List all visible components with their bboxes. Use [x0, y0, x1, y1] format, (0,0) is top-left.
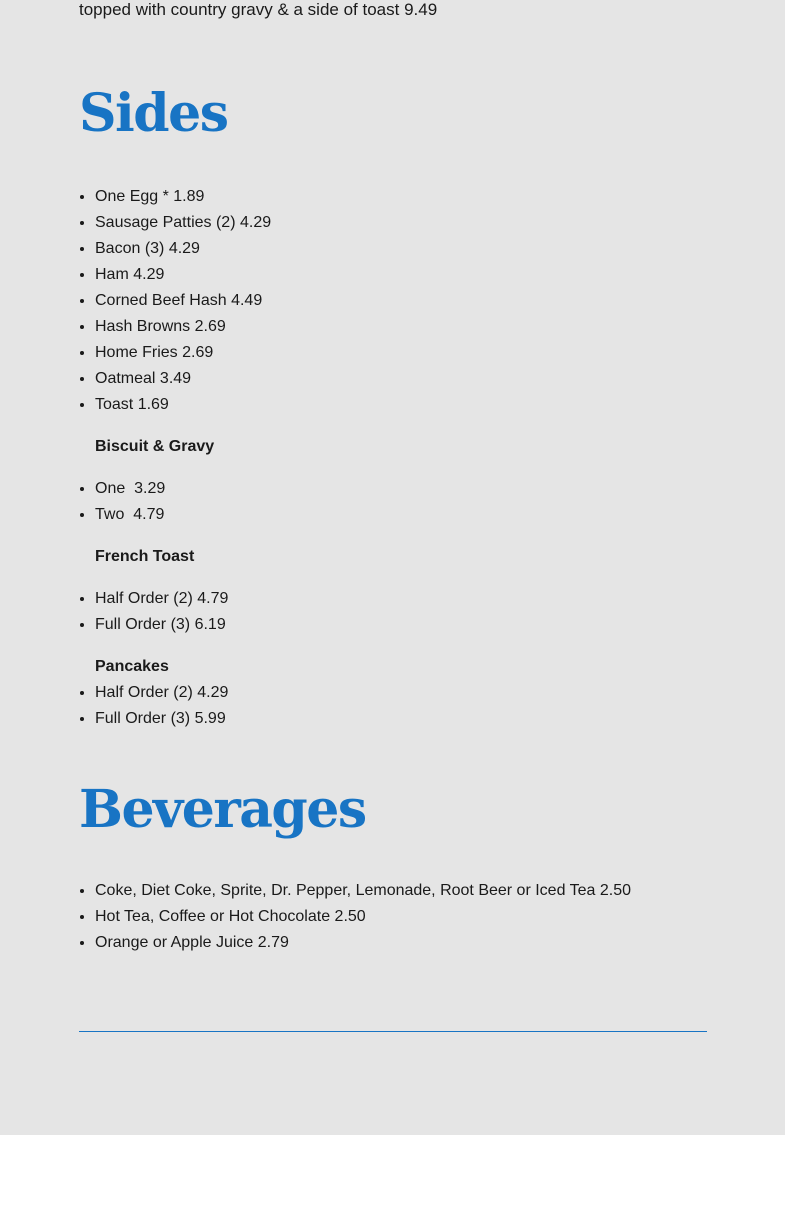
sides-list [79, 184, 271, 418]
list-item: • Full Order (3) 6.19 [95, 612, 228, 638]
sides-heading: Sides [79, 83, 228, 144]
list-item: • Hash Browns 2.69 [95, 314, 271, 340]
list-item: • Half Order (2) 4.79 [95, 586, 228, 612]
list-item: • Bacon (3) 4.29 [95, 236, 271, 262]
list-item: • Toast 1.69 [95, 392, 271, 418]
list-item: • Hot Tea, Coffee or Hot Chocolate 2.50 [95, 904, 631, 930]
pancakes-subheading: Pancakes [95, 658, 169, 675]
french-toast-list [79, 586, 228, 638]
list-item: • Two 4.79 [95, 502, 165, 528]
list-item: • Oatmeal 3.49 [95, 366, 271, 392]
list-item: • Sausage Patties (2) 4.29 [95, 210, 271, 236]
section-divider [79, 1031, 707, 1032]
list-item: • Half Order (2) 4.29 [95, 680, 228, 706]
list-item: • One 3.29 [95, 476, 165, 502]
list-item: • Home Fries 2.69 [95, 340, 271, 366]
biscuit-gravy-list [79, 476, 165, 528]
list-item: • One Egg * 1.89 [95, 184, 271, 210]
beverages-list [79, 878, 631, 956]
biscuit-gravy-subheading: Biscuit & Gravy [95, 438, 215, 455]
list-item: • Full Order (3) 5.99 [95, 706, 228, 732]
beverages-heading: Beverages [79, 779, 366, 840]
list-item: • Corned Beef Hash 4.49 [95, 288, 271, 314]
french-toast-subheading: French Toast [95, 548, 195, 565]
pancakes-list [79, 680, 228, 732]
list-item: • Coke, Diet Coke, Sprite, Dr. Pepper, Lemonade, Root Beer or Iced Tea 2.50 [95, 878, 631, 904]
previous-item-description: topped with country gravy & a side of toast 9.49 [79, 0, 438, 19]
list-item: • Ham 4.29 [95, 262, 271, 288]
list-item: • Orange or Apple Juice 2.79 [95, 930, 631, 956]
